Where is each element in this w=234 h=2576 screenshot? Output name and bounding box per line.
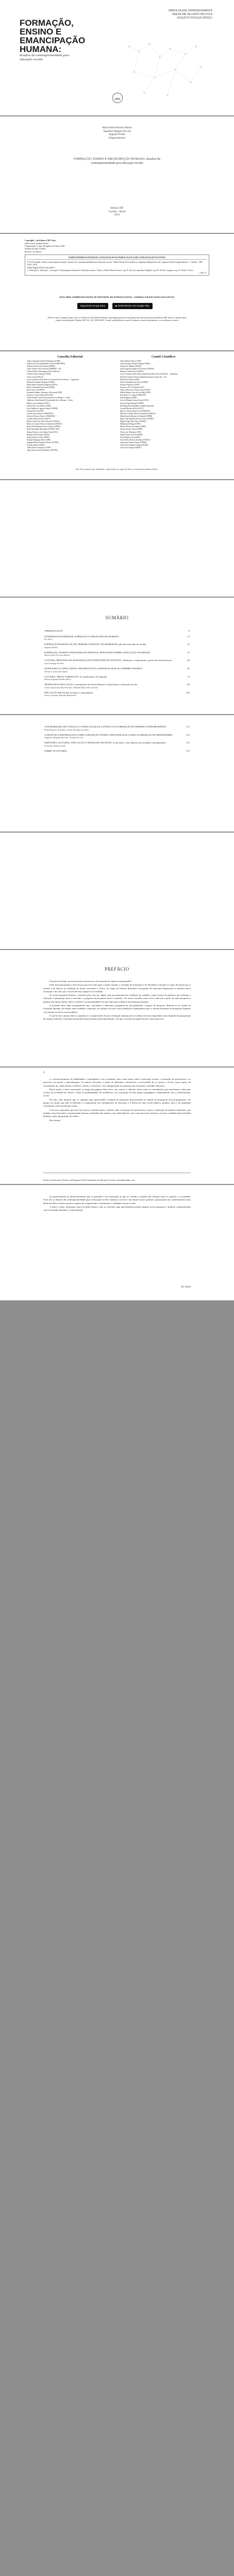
cover-subtitle: desafios da contemporaneidade para educação escolar: [20, 54, 70, 61]
toc-entry[interactable]: [44, 734, 190, 739]
play-icon: ▶: [115, 304, 118, 307]
toc-entry-page: 157: [186, 749, 190, 752]
toc-entry[interactable]: [44, 635, 190, 641]
toc-entry-author: Marta Silene Ferreira Barros: [44, 654, 70, 657]
credits-list: [25, 242, 65, 253]
board-member: Francisco Ari de Andrade (UFC): [120, 386, 145, 388]
peer-review-note: Este livro passou por avaliação e aprovação às cegas de dois ou mais pareceristas ad hoc.: [75, 468, 159, 470]
toc-entry-page: 137: [186, 741, 190, 744]
board-member: Renato Francisco dos Santos Paula (UFG): [27, 431, 58, 433]
credit-line: Editor-chefe: Railson Moura: [25, 242, 48, 245]
footnote: [43, 1173, 191, 1183]
footnote-text: Doutor em Educação. Professor do Programa de Pós-Graduação em Educação. E-mail: contato@exemplo.com: [43, 1179, 135, 1181]
legal-footer: 2019 Foi feito o depósito legal conf. Lei 10.994 de 14/12/2004 Proibida a reprodução parcial ou total desta obra sem autorização da Editora CRV Todos os direitos desta edição reservados pela: Editora CRV Tel.: (41) 3039-6418 - E-mail: sac@editoracrv.com.br Conheça os nossos lançamentos: www.editoracrv.com.br: [47, 316, 187, 322]
cip-title: DADOS INTERNACIONAIS DE CATALOGAÇÃO NA PUBLICAÇÃO (CIP) CATALOGAÇÃO NA FONTE: [27, 256, 207, 260]
preface-signature: Ivo Tonet: [181, 1286, 191, 1289]
board-member: Tadeu Oliver Gonçalves (UFPA): [27, 447, 52, 449]
toc-entry-page: 49: [187, 659, 190, 662]
preface-paragraph: Boa leitura!: [49, 1118, 61, 1122]
board-member: Altair Alberto Fávero (UPF): [120, 360, 141, 362]
board-member: Tania Suely Azevedo Brasileiro (UFOPA): [27, 449, 58, 452]
preface-page: [0, 950, 234, 1066]
toc-entry-author: Jaqueline Delgado Paccola; Arnaldo Vicente: [44, 736, 83, 739]
toc-entry-author: Ivo Tonet: [44, 638, 53, 641]
board-member: Gloria Fariñas León (Universidade de La Havana – Cuba): [27, 397, 70, 399]
toc-entry-title: FORMAÇÃO HUMANA OU DO ORDEIRO CIDADÃO: DO HOMEM DE ação desconectado do sentido: [44, 643, 146, 646]
blank-page: [0, 480, 234, 597]
blank-page: [0, 833, 234, 949]
toc-entry-page: 101: [186, 691, 190, 694]
board-member: Silvia Regina Canan (URI): [120, 436, 141, 438]
board-member: Fauston Negreiros (UFPI): [120, 383, 140, 386]
board-member: Celso Conti (UFSCar): [27, 376, 44, 378]
board-member: Antônio Pereira Gaio Júnior (UFRRJ): [27, 365, 55, 368]
board-member: Sydione Santos (UEPG): [27, 444, 45, 446]
board-member: Barbara Coelho Neves (UFBA): [120, 370, 144, 373]
board-member: Mônica Pereira dos Santos (UFRJ): [120, 426, 146, 428]
board-member: Sérgio Nunes de Jesus (IFRO): [120, 433, 143, 436]
preface-paragraph: O que há em comum entre os capítulos é a compreensão de que a formação humana não se realiza de forma espontânea, mas depende da apropriação da riqueza material e espiritual produzida historicamente pela humanidade, e de que a escola tem papel decisivo nesse processo.: [43, 1014, 191, 1021]
toc-entry-author: Paulo Rogério de Souza; Carlos Henrique da Silva: [44, 728, 89, 731]
toc-entry[interactable]: [44, 630, 190, 633]
board-member: Míguel Angel Díaz-Pérez (UFSM): [120, 420, 146, 423]
organizer: Augusto Pickler: [108, 133, 126, 136]
credit-line: Revisão: Os Autores: [25, 250, 42, 253]
cip-keywords: 1. Educação 2. Educação – formação 3. Emancipação humana 4. Educação escolar I. Barros, Marta Silene Ferreira. org. II. Paccola, Jaqueline Delgado. org. III. Pickler, Augusto. org. IV. Título V. Série: [27, 268, 193, 272]
board-member: Lídia de Oliveira Xavier (UNIEURO): [27, 415, 55, 417]
organizer-role: (Organizadores): [108, 137, 126, 140]
preface-page-end: [0, 1185, 234, 1300]
toc-list: [44, 725, 190, 755]
toc-entry[interactable]: [44, 675, 190, 681]
toc-entry-page: 21: [187, 643, 190, 646]
board-member: Maria Lília Imbiriba Sousa Colares (UFOPA): [27, 426, 61, 428]
toc-entry-title: TRABALHO E EDUCAÇÃO: contribuições da Teoria Histórico-Cultural para a educação escolar: [44, 683, 138, 686]
toc-entry-title: CULTURA, ARTE E FORMAÇÃO: as contribuições de Vygotski: [44, 675, 107, 678]
preface-body: [43, 1078, 191, 1123]
board-member: Maria de Lourdes Pinto de Almeida (UNOESC): [27, 423, 63, 426]
toc-entry-title: APRESENTAÇÃO: [44, 630, 63, 632]
committee-title: Comitê Científico:: [151, 355, 176, 359]
board-member: Lourdes Helena da Silva (UFV): [120, 407, 144, 410]
organizer-list: [0, 127, 234, 140]
preface-page-continued: [0, 1067, 234, 1184]
preface-paragraph: Com isso, esperamos que este livro possa contribuir para o debate sobre a formação de professores e para a construção de práticas educativas que tenham como horizonte a emancipação humana, entendida não apenas como ideal abstrato, mas como processo histórico concreto, mediado pela atividade humana e pela apropriação da cultura.: [43, 1108, 191, 1118]
board-member: Gláucia Maria dos Santos Jorge (UFOP): [120, 389, 151, 392]
board-member: Carlos Federico Dominguez Avila (Unieuro): [27, 370, 60, 373]
board-member: Cesar Gerónimo Tello (Universidad Nacional de Três de Febrero – Argentina): [120, 373, 178, 376]
editorial-council: [27, 355, 114, 452]
board-page: [0, 351, 234, 479]
publisher-logo: [112, 93, 123, 103]
committee-list: [120, 360, 207, 449]
app-store-badges: [77, 303, 153, 309]
cover-page: [0, 0, 234, 115]
toc-entry-page: 75: [187, 675, 190, 678]
preface-title: PREFÁCIO: [105, 967, 129, 972]
scientific-committee: [120, 355, 207, 452]
board-member: Paulo Romualdo Hernandes (UNIFAL-MG): [27, 428, 60, 431]
toc-entry-author: Marisa Eugênia Melillo Meira: [44, 678, 71, 681]
toc-entry-title: CULTURA, PROCESSO DE HUMANIZAÇÃO E EMANCIPAÇÃO POLÍTICA: definição e compreensão a partir da teoria marxista: [44, 659, 172, 662]
toc-entry-title: EDUCAÇÃO ESCOLAR: docência e emancipação: [44, 691, 93, 694]
board-member: Vera Lucia Gaspar (UDESC): [120, 447, 142, 449]
board-member: Guillermo Arias Beatón (Universidade de La Havana – Cuba): [27, 399, 73, 402]
board-member: Ana Chrystina Venancio Mignot (UERJ): [120, 363, 151, 365]
toc-entry-title: QUEM EDUCA O EDUCADOR? UMA REFLEXÃO A PARTIR DO DIÁLOGO FREIRE-GRAMSCI: [44, 667, 143, 670]
toc-entry-page: 89: [187, 683, 190, 686]
toc-entry[interactable]: [44, 683, 190, 689]
cover-author-list: [169, 9, 212, 20]
toc-entry-page: 9: [188, 630, 190, 632]
toc-entry-page: 127: [186, 733, 190, 736]
title-page: [0, 116, 234, 233]
imprint-year: 2019: [114, 214, 120, 216]
preface-paragraph: Falar de emancipação é falar de um processo pelo qual o sujeito assume a condição de autonomia e de liberdade, tornando-se capaz de pensar por si mesmo e de intervir na realidade de forma consciente e crítica. Ao longo da história, diferentes concepções de educação disputaram os sentidos dessa formação e dos fins que a escola deveria cumprir na sociedade.: [43, 984, 191, 993]
preface-paragraph: No atual momento histórico, marcado pela crise do capital, pela precarização das condições de trabalho e pelo avanço de políticas que reduzem a educação à preparação para o mercado, a pergunta inicial ganha novos contornos. Os textos reunidos neste livro, cada um a partir de uma perspectiva própria, procuram refletir sobre os limites e as possibilidades de uma educação voltada à emancipação humana.: [43, 994, 191, 1003]
toc-entry[interactable]: [44, 667, 190, 673]
preface-paragraph: do pertencimento ao desenvolvimento que se pretende e em construção do que se concebe a respeito das relações entre os sujeitos e a sociedade. Estes são os desafios da contemporaneidade para a educação escolar: repensar a escola e sua função social, garantir a apropriação dos conhecimentos mais desenvolvidos e formar sujeitos capazes de compreender e transformar a realidade em que vivem.: [43, 1195, 191, 1205]
toc-entry[interactable]: [44, 750, 190, 753]
board-member: Carlos Alberto Vilar Estêvão (UMINHO – PT): [27, 368, 62, 370]
board-member: Helmut von Linsingen (UFSC): [27, 402, 50, 404]
credit-line: Diagramação e Capa: Designers da Editora CRV: [25, 245, 65, 248]
google-play-label: DISPONÍVEL NO Google Play: [118, 304, 149, 307]
toc-title: SUMÁRIO: [105, 615, 129, 620]
organizer: Jaqueline Delgado Paccola: [103, 130, 131, 133]
toc-entry-title: SOBRE OS AUTORES: [44, 749, 67, 752]
toc-entry-title: INDÚSTRIA CULTURAL, EDUCAÇÃO E TRABALHO DOCENTE: os docentes e seus dilemas na sociedade contemporânea: [44, 741, 166, 744]
toc-entry-page: 13: [187, 635, 190, 638]
board-member: Elione Maria Nogueira Diogenes (UFAL): [27, 383, 58, 386]
google-play-badge[interactable]: [112, 303, 152, 309]
app-store-badge[interactable]: [77, 303, 108, 309]
preface-paragraph: Por fim, cabe destacar que os capítulos aqui apresentados resultam de pesquisas desenvolvidas no âmbito de programas de pós-graduação e de grupos de estudo que têm se dedicado à compreensão dos fundamentos da educação e à defesa de uma escola pública, gratuita, laica e de qualidade socialmente referenciada para todos.: [43, 1098, 191, 1108]
toc-entry-author: Leonardo Antonio Souza: [44, 744, 66, 747]
board-member: Inês Bragança (UERJ): [120, 397, 137, 399]
board-member: Suzana dos Santos Gomes (UFMG): [120, 441, 147, 444]
toc-entry-author: Augusto Pickler: [44, 646, 58, 649]
toc-entry-title: CONTRADIÇÕES DO CAPITAL E O PAPEL DA ESCOLA PÚBLICA NA FORMAÇÃO DO HOMEM CONTEMPORÂNEO: [44, 725, 166, 728]
app-store-label: Disponível na App Store: [80, 304, 106, 307]
cover-pattern: [119, 36, 211, 103]
board-member: Carmen Tereza Velanga (UNIR): [27, 373, 51, 376]
board-columns: [27, 355, 207, 452]
toc-list: [44, 630, 190, 699]
board-member: Maria Lília Imbiriba Sousa Colares (UFOPA): [120, 418, 154, 420]
title-page-title: FORMAÇÃO, ENSINO E EMANCIPAÇÃO HUMANA: desafios da contemporaneidade para educação escolar: [74, 158, 160, 165]
board-member: Jussara Fraga Portugal (UNEB): [120, 402, 144, 404]
toc-entry-page: 61: [187, 667, 190, 670]
board-member: Marcos Vinicius Francisco (UNOESTE): [120, 410, 151, 412]
board-member: Fernando Antônio Gonçalves Alcoforado (IPB): [27, 392, 62, 394]
board-member: Élsio José Corá (UFFS): [27, 389, 45, 392]
toc-page-continued: [0, 715, 234, 832]
board-member: Mohammed Elhajji (UFRJ): [120, 423, 141, 426]
publisher-logo-text: CRV: [114, 98, 121, 101]
toc-entry-title: INTERDISCIPLINARIDADE, FORMAÇÃO E EMANCIPAÇÃO HUMANA: [44, 635, 119, 638]
board-member: Lourdes Helena da Silva (UFV): [27, 418, 51, 420]
cover-title: FORMAÇÃO, ENSINO E EMANCIPAÇÃO HUMANA:: [20, 18, 86, 54]
board-member: João Adalberto Campato Junior (UNESP): [27, 407, 58, 410]
cip-cdd: CDU 37: [199, 272, 207, 275]
cover-author: AUGUSTO PICKLER (ORGS.): [177, 16, 212, 20]
preface-paragraph: e o desenvolvimento de habilidades e capacidades e dos conteúdos, bem como temas sobre a educação escolar, a formação de professores e os processos de ensino e aprendizagem. Os autores discutem, a partir de diferentes referenciais, a necessidade de se pensar a escola como espaço de socialização do conhecimento científico, artístico e filosófico, em contraposição às propostas que esvaziam o trabalho educativo.: [43, 1078, 191, 1087]
toc-entry-title: FORMAÇÃO, ENSINO E EMANCIPAÇÃO HUMANA: REFLEXÕES SOBRE A EDUCAÇÃO NO BRASIL: [44, 651, 151, 654]
toc-entry-author: Luiz Gonzaga da Silva: [44, 662, 64, 665]
toc-entry[interactable]: [44, 725, 190, 731]
toc-entry-author: Antonio Carlos dos Santos: [44, 670, 68, 673]
board-member: Maria Eurácia Barreto de Andrade (UFRB): [120, 415, 153, 417]
board-member: Helder Buenos Aires de Carvalho (UFPI): [120, 392, 151, 394]
board-member: Cesar Gerónimo Tello (Univer. Nacional Três de Febrero – Argentina): [27, 378, 79, 381]
title-page-imprint: [0, 207, 234, 217]
cip-text: F723 Formação, ensino e emancipação humana: desafios da contemporaneidade para educação escolar / Marta Silene Ferreira Barros, Jaqueline Delgado Paccola, Augusto Pickler (organizadores) – Curitiba : CRV, 2019. 158 p.: [27, 261, 203, 266]
board-member: Elizeu Clementino de Souza (UNEB): [27, 386, 55, 388]
board-member: Francisco Carlos Duarte (PUC-PR): [27, 394, 53, 397]
digital-notice: ESTA OBRA TAMBÉM ENCONTRA-SE DISPONÍVEL EM FORMATO DIGITAL. CONHEÇA E BAIXE NOSSO APLICATIVO!: [59, 296, 175, 298]
cover-author: MARTA SILENE FERREIRA BARROS: [169, 9, 212, 12]
cover-author: JAQUELINE DELGADO PACCOLA: [172, 13, 212, 16]
toc-entry-author: Laura Grezzana Marinho Bolsanello: [44, 694, 76, 697]
board-member: Simone Rodrigues Pinto (UNB): [27, 438, 51, 441]
organizer: Marta Silene Ferreira Barros: [102, 127, 132, 129]
board-member: Diosnel Centurion (Universidad Americana de Asunción – Py): [120, 376, 166, 378]
board-member: Kilwangy Kya Kapitango-a-Samba (Unemat): [120, 404, 154, 407]
board-member: Elizeu Clementino de Souza (UNEB): [120, 381, 148, 383]
toc-entry-page: 111: [186, 725, 190, 728]
board-member: Maria Cristina dos Santos Bezerra (UFSCar): [27, 420, 60, 423]
council-title: Conselho Editorial:: [57, 355, 83, 359]
board-member: Anna Augusta Sampaio de Oliveira (UNESP): [120, 368, 154, 370]
board-member: Sérgio Nunes de Jesus (IFRO): [27, 436, 49, 438]
toc-entry[interactable]: [44, 643, 190, 649]
imprint-publisher: Editora CRV: [110, 207, 124, 210]
toc-entry-page: 37: [187, 651, 190, 654]
board-member: Jailson Alves dos Santos (UFRJ): [27, 404, 52, 407]
toc-entry-author: Cássia Aparecida Sala Pasinato; Ronaldo Raoni Alves Rocha: [44, 686, 98, 689]
cip-isbn: ISBN Digital 978-85-444-3294-9: [27, 266, 55, 269]
board-member: Andréia da Silva Quintanilha Sousa (UNIR/UFRN): [27, 363, 65, 365]
board-member: Eduardo Fernandes Barbosa (UFMG): [27, 381, 55, 383]
board-member: Josania Portela (UFPI): [27, 410, 44, 412]
preface-paragraph: A todos e todas, desejamos uma excelente leitura e que as reflexões aqui apresentadas possam inspirar novas pesquisas e práticas comprometidas com a formação humana e a emancipação.: [43, 1205, 191, 1212]
board-member: Sonia Maria Ferreira Koehler (UNISAL): [120, 438, 151, 441]
board-member: Vânia Alves Martins Chaigar (FURG): [120, 444, 148, 446]
toc-entry[interactable]: [44, 691, 190, 697]
copyright-line: Copyright © da Editora CRV Ltda.: [25, 239, 56, 242]
toc-entry-title: A DIALÉTICA MATERIALISTA COMO CONCEPÇÃO TEÓRICO METODOLÓGICA PARA A FORMAÇÃO DE PROFESSORES: [44, 733, 173, 736]
page-number: 9: [43, 1072, 45, 1074]
board-member: Eliane Rose Maio (UEM): [120, 378, 140, 381]
board-member: Ilma Passos A. Veiga (UNICEUB): [120, 394, 146, 397]
board-member: Andréia N. Militão (UEMS): [120, 365, 141, 368]
preface-body: [43, 1195, 191, 1212]
board-member: Nilson José Machado (USP): [120, 431, 141, 433]
board-member: Maria de Lourdes Pinto de Almeida (UNOESC): [120, 412, 156, 415]
cip-block: [25, 255, 209, 276]
preface-paragraph: Desse modo, o leitor encontrará, ao longo das páginas deste livro, um convite à reflexão crítica sobre as contradições que atravessam a educação escolar na sociedade de classes e sobre as possibilidades de resistência e de construção de uma prática pedagógica comprometida com a transformação social.: [43, 1088, 191, 1097]
toc-entry[interactable]: [44, 651, 190, 657]
board-member: Leonel Severo Rocha (UNISINOS): [27, 412, 53, 415]
board-member: José de Ribamar Sousa Pereira (UCB): [120, 399, 148, 402]
council-list: [27, 360, 114, 452]
preface-body: [43, 980, 191, 1022]
preface-paragraph: A presente obra reúne pesquisadores que, vinculados a diferentes programas de pós-graduação e grupos de pesquisa, dedicam-se ao estudo da formação humana, da relação entre trabalho e educação, da cultura e da arte como mediações fundamentais para o desenvolvimento do psiquismo humano e da função social da escola pública.: [43, 1004, 191, 1013]
toc-page: [0, 598, 234, 714]
board-member: Aldira Guimarães Duarte Domínguez (UNB): [27, 360, 60, 362]
toc-entry[interactable]: [44, 741, 190, 747]
credit-line: Imagem da capa: Freepik: [25, 247, 46, 250]
board-member: Solange Helena Ximenes-Rocha (UFOPA): [27, 441, 59, 444]
preface-paragraph: É possível afirmar, na escola atual, um processo de formação de sujeitos emancipados?: [49, 980, 132, 982]
board-member: Rodrigo Pratte-Santos (UFES): [27, 433, 49, 436]
board-member: Najela Tavares Ujiie (UTFPR): [120, 428, 143, 431]
toc-entry[interactable]: [44, 659, 190, 665]
imprint-city: Curitiba – Brasil: [108, 210, 126, 213]
copyright-page: [0, 234, 234, 350]
